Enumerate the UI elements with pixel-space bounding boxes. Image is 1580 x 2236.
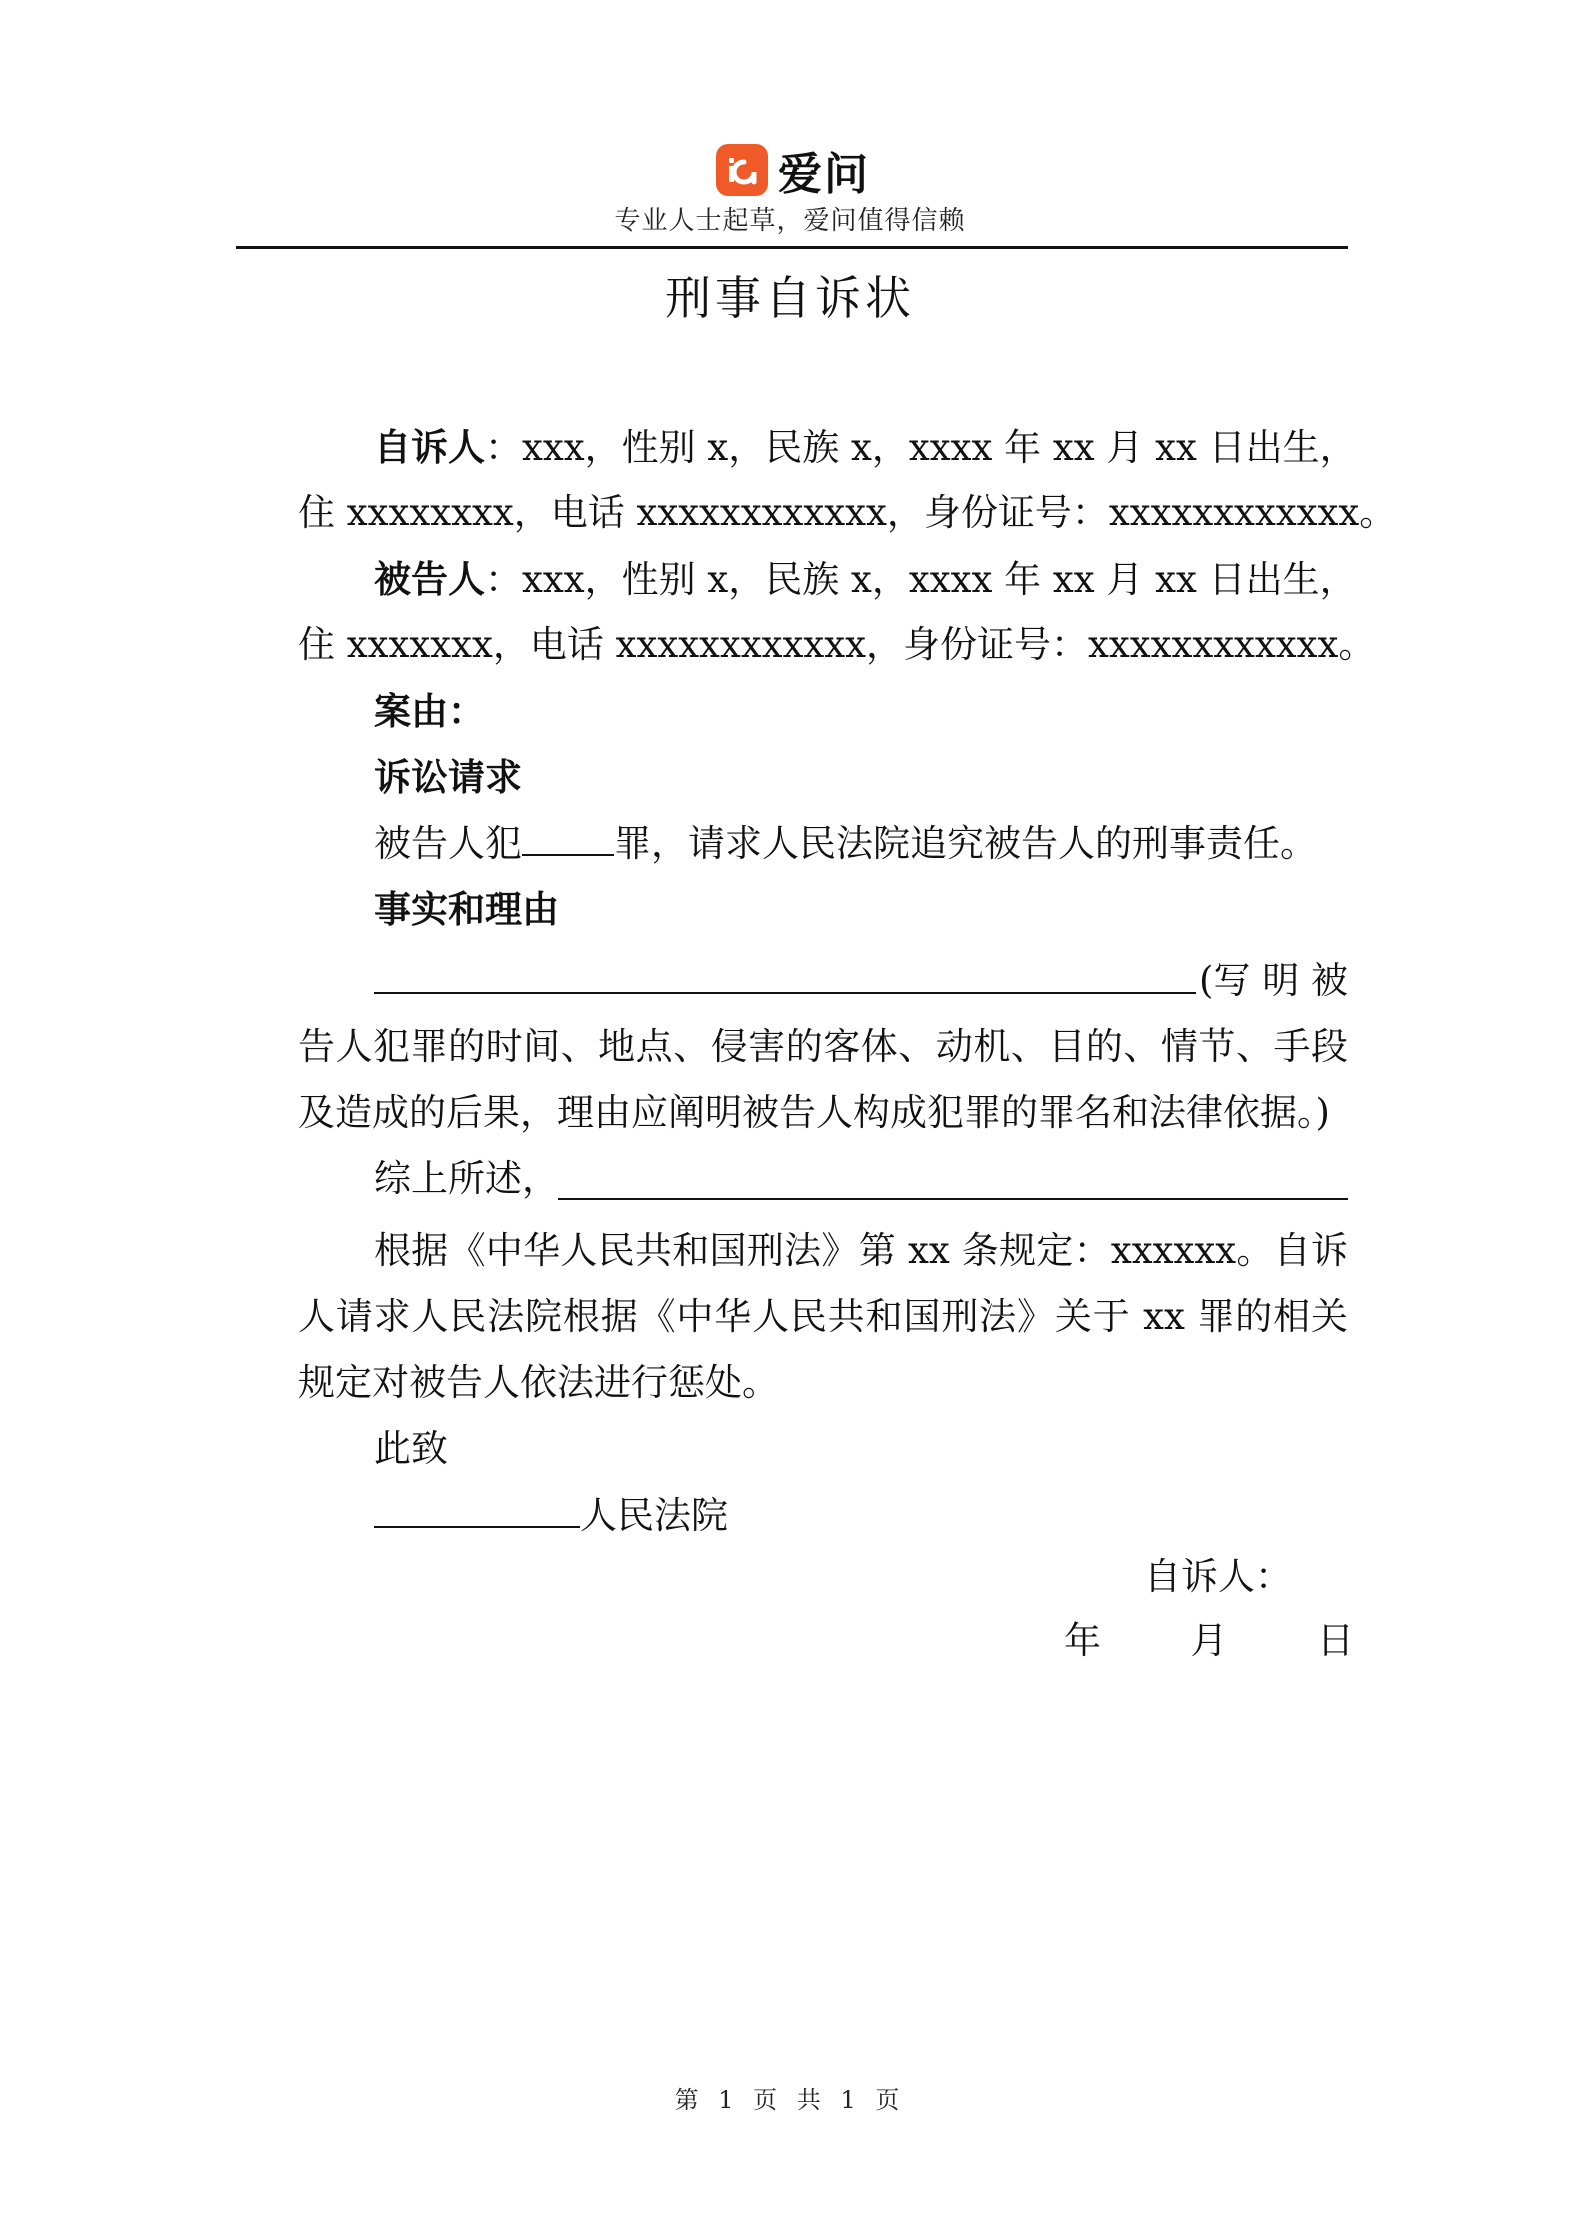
plaintiff-details-1: ：xxx，性别 x，民族 x，xxxx 年 xx 月 xx 日出生， [485,426,1357,469]
defendant-label: 被告人 [374,557,485,601]
facts-hint-start: (写 明 被 [1199,959,1348,1002]
header-logo [0,140,1580,200]
signature-label: 自诉人： [1144,1555,1292,1598]
defendant-details-1: ：xxx，性别 x，民族 x，xxxx 年 xx 月 xx 日出生， [485,558,1357,601]
document-title: 刑事自诉状 [665,271,915,325]
crime-name-blank[interactable] [522,810,614,856]
basis-line-1: 根据《中华人民共和国刑法》第 xx 条规定：xxxxxx。自诉 [374,1229,1348,1272]
court-line [374,1482,1348,1548]
claim-suffix: 罪，请求人民法院追究被告人的刑事责任。 [614,822,1317,865]
date-year: 年 [1064,1619,1101,1662]
summary-line [374,1146,1348,1212]
claim-line [374,810,1348,876]
claims-heading [374,744,1348,810]
claim-prefix: 被告人犯 [374,822,522,865]
date-line [1064,1608,1354,1674]
facts-blank[interactable] [374,948,1196,994]
brand-name: 爱问 [778,149,870,200]
case-cause-line [374,678,1348,744]
defendant-line-1 [374,546,1357,612]
salutation: 此致 [374,1427,448,1470]
defendant-line-2: 住 xxxxxxx，电话 xxxxxxxxxxxx，身份证号：xxxxxxxxxxxx。 [298,623,1376,666]
date-day: 日 [1317,1619,1354,1662]
plaintiff-label: 自诉人 [374,425,485,469]
claims-heading-text: 诉讼请求 [374,755,522,799]
header-divider [236,246,1348,249]
case-cause-label: 案由： [374,689,485,733]
facts-heading [374,876,1348,942]
date-month: 月 [1190,1619,1228,1662]
basis-line-3: 规定对被告人依法进行惩处。 [298,1361,779,1404]
brand-logo [716,140,870,200]
brand-icon [716,144,768,196]
facts-line-1 [374,948,1348,1014]
basis-line-2: 人请求人民法院根据《中华人民共和国刑法》关于 xx 罪的相关 [298,1295,1348,1338]
facts-hint-line-3: 及造成的后果，理由应阐明被告人构成犯罪的罪名和法律依据。) [298,1091,1330,1134]
summary-blank[interactable] [558,1154,1348,1200]
court-suffix: 人民法院 [580,1494,728,1537]
plaintiff-line-1 [374,414,1357,480]
facts-heading-text: 事实和理由 [374,887,559,931]
plaintiff-line-2: 住 xxxxxxxx，电话 xxxxxxxxxxxx，身份证号：xxxxxxxxxxxx。 [298,491,1397,534]
facts-hint-line-2: 告人犯罪的时间、地点、侵害的客体、动机、目的、情节、手段 [298,1025,1348,1068]
court-name-blank[interactable] [374,1482,580,1528]
tagline: 专业人士起草，爱问值得信赖 [614,206,966,236]
summary-prefix: 综上所述， [374,1157,559,1200]
page-footer: 第 1 页 共 1 页 [674,2086,906,2114]
